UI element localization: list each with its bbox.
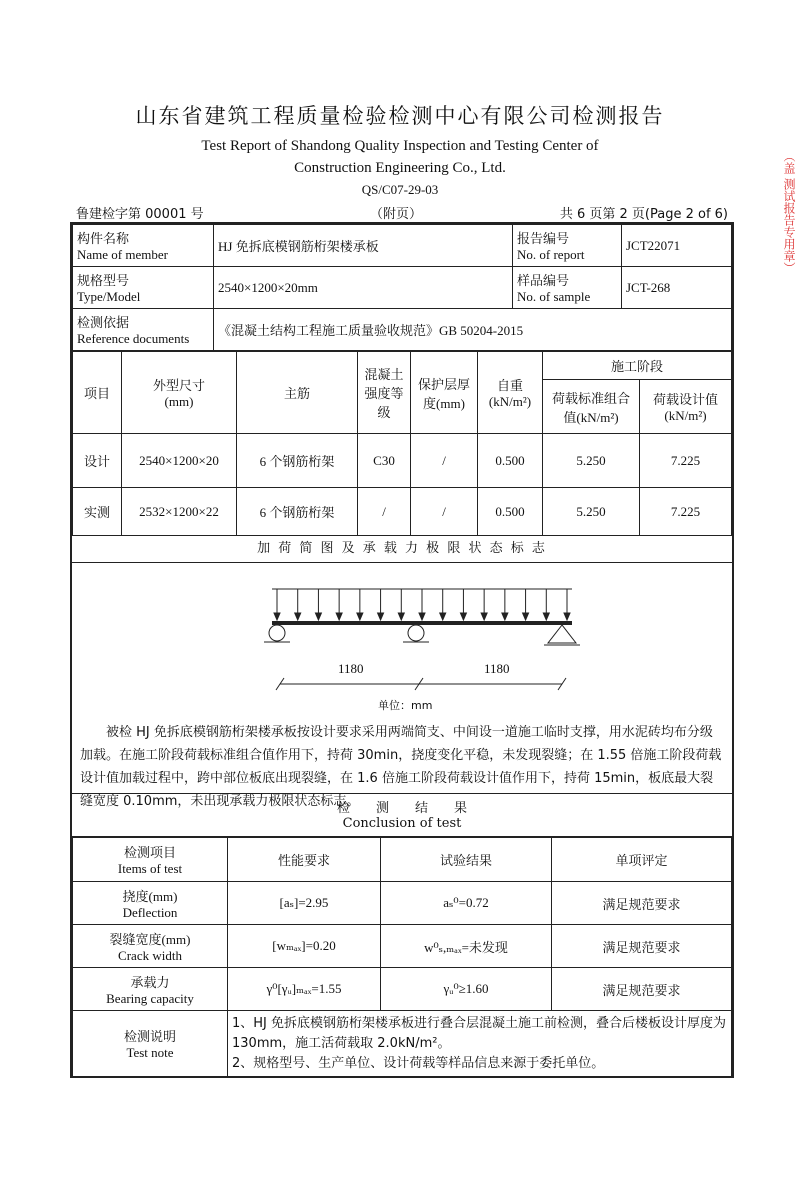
spec-cell: 5.250 [543, 434, 640, 488]
member-label-cn: 构件名称 [77, 231, 130, 246]
info-table [72, 224, 732, 351]
load-arrow-head [378, 613, 384, 620]
report-title-en-1: Test Report of Shandong Quality Inspection and Testing Center of [201, 138, 599, 154]
report-no-label [513, 225, 622, 267]
results-row-bearing [73, 968, 732, 1011]
member-label [73, 225, 214, 267]
unit-label: 单位：mm [378, 699, 433, 712]
load-arrow-head [502, 613, 508, 620]
spec-cell: C30 [358, 434, 411, 488]
spec-cell: 6 个钢筋桁架 [237, 434, 358, 488]
results-req: [wₘₐₓ]=0.20 [228, 925, 381, 968]
type-label-en: Type/Model [77, 289, 141, 304]
sample-label-en: No. of sample [517, 289, 591, 304]
spec-h-rebar: 主筋 [237, 352, 358, 434]
note-label-cn: 检测说明 [123, 1029, 176, 1044]
note-label-en: Test note [126, 1045, 174, 1060]
results-h-result: 试验结果 [381, 838, 552, 882]
results-h-eval: 单项评定 [552, 838, 732, 882]
member-label-en: Name of member [77, 247, 168, 262]
spec-cell: 5.250 [543, 488, 640, 536]
ref-label-cn: 检测依据 [77, 315, 130, 330]
spec-h-size: 外型尺寸 (mm) [122, 352, 237, 434]
beam [272, 621, 572, 625]
sample-label-cn: 样品编号 [517, 273, 570, 288]
annex-label: （附页） [370, 207, 423, 222]
load-arrow-head [543, 613, 549, 620]
results-item-cn: 挠度(mm) [122, 888, 178, 904]
results-h-item [73, 838, 228, 882]
pin-support-right [548, 625, 576, 643]
load-arrow-head [481, 613, 487, 620]
spec-row-design [73, 434, 732, 488]
ref-label-en: Reference documents [77, 331, 190, 346]
load-arrow-head [295, 613, 301, 620]
diagram-heading: 加 荷 简 图 及 承 载 力 极 限 状 态 标 志 [72, 536, 732, 563]
spec-cell: 设计 [73, 434, 122, 488]
spec-h-item: 项目 [73, 352, 122, 434]
load-arrow-head [419, 613, 425, 620]
spec-cell: 实测 [73, 488, 122, 536]
sample-value: JCT-268 [622, 267, 732, 309]
stamp-mark: （盖 测试报告专用章） [782, 150, 796, 274]
spec-cell: 7.225 [640, 488, 732, 536]
results-item [73, 882, 228, 925]
spec-cell: 7.225 [640, 434, 732, 488]
results-value: aₛ⁰=0.72 [381, 882, 552, 925]
results-table [72, 837, 732, 1077]
results-req: [aₛ]=2.95 [228, 882, 381, 925]
load-arrow-head [460, 613, 466, 620]
spec-row-measured [73, 488, 732, 536]
report-title-cn: 山东省建筑工程质量检验检测中心有限公司检测报告 [135, 104, 665, 128]
report-frame [70, 222, 734, 1078]
loading-diagram [72, 571, 732, 701]
span-1-label: 1180 [338, 661, 364, 676]
doc-code: QS/C07-29-03 [361, 182, 439, 197]
report-no-label-en: No. of report [517, 247, 585, 262]
spec-h-std: 荷载标准组合值(kN/m²) [543, 380, 640, 434]
note-label [73, 1011, 228, 1077]
member-value: HJ 免拆底模钢筋桁架楼承板 [214, 225, 513, 267]
spec-cell: 0.500 [478, 488, 543, 536]
load-arrow-head [336, 613, 342, 620]
roller-support-middle [408, 625, 424, 641]
type-label-cn: 规格型号 [77, 273, 130, 288]
load-arrow-head [440, 613, 446, 620]
results-title-en: Conclusion of test [342, 816, 462, 831]
page-info: 共 6 页第 2 页(Page 2 of 6) [559, 207, 728, 222]
roller-support-left [269, 625, 285, 641]
report-number: 鲁建检字第 00001 号 [76, 207, 204, 222]
spec-cell: 2532×1200×22 [122, 488, 237, 536]
load-arrow-head [523, 613, 529, 620]
sample-label [513, 267, 622, 309]
results-item-cn: 裂缝宽度(mm) [109, 931, 191, 947]
ref-value: 《混凝土结构工程施工质量验收规范》GB 50204-2015 [214, 309, 732, 351]
spec-cell: / [411, 488, 478, 536]
spec-h-stage: 施工阶段 [543, 352, 732, 380]
spec-h-grade: 混凝土强度等级 [358, 352, 411, 434]
results-item [73, 925, 228, 968]
load-arrow-head [357, 613, 363, 620]
results-item-cn: 承载力 [130, 974, 170, 990]
spec-cell: 0.500 [478, 434, 543, 488]
results-value: γᵤ⁰≥1.60 [381, 968, 552, 1011]
test-description: 被检 HJ 免拆底模钢筋桁架楼承板按设计要求采用两端简支、中间设一道施工临时支撑，用水泥砖均布分级加载。在施工阶段荷载标准组合值作用下，持荷 30min，挠度变化平稳，未发现裂缝；在 1.55 倍施工阶段荷载设计值加载过程中，跨中部位板底出现裂缝，在 1.6 倍施工阶段荷载设计值作用下，持荷 15min，板底最大裂缝宽度 0.10mm，未出现承载力极限状态标志。 [80, 725, 722, 809]
load-arrows [272, 589, 572, 620]
spec-cell: / [358, 488, 411, 536]
load-arrow-head [564, 613, 570, 620]
results-item-en: Deflection [122, 904, 178, 920]
results-h-item-en: Items of test [117, 861, 183, 876]
results-title-cn: 检 测 结 果 [336, 801, 467, 816]
results-item [73, 968, 228, 1011]
results-row-deflection [73, 882, 732, 925]
load-arrow-head [398, 613, 404, 620]
report-title-en-2: Construction Engineering Co., Ltd. [294, 160, 506, 176]
spec-h-design: 荷载设计值 (kN/m²) [640, 380, 732, 434]
note-content [228, 1011, 732, 1077]
spec-table [72, 351, 732, 536]
results-h-item-cn: 检测项目 [123, 845, 176, 860]
note-line-2: 2、规格型号、生产单位、设计荷载等样品信息来源于委托单位。 [232, 1055, 605, 1071]
load-arrow-head [274, 613, 280, 620]
results-req: γ⁰[γᵤ]ₘₐₓ=1.55 [228, 968, 381, 1011]
note-line-1: 1、HJ 免拆底模钢筋桁架楼承板进行叠合层混凝土施工前检测，叠合后楼板设计厚度为 130mm，施工活荷载取 2.0kN/m²。 [232, 1015, 727, 1051]
spec-cell: 2540×1200×20 [122, 434, 237, 488]
results-eval: 满足规范要求 [552, 882, 732, 925]
results-eval: 满足规范要求 [552, 968, 732, 1011]
results-value: w⁰ₛ,ₘₐₓ=未发现 [381, 925, 552, 968]
report-no-value: JCT22071 [622, 225, 732, 267]
results-item-en: Crack width [118, 947, 182, 963]
results-h-req: 性能要求 [228, 838, 381, 882]
type-value: 2540×1200×20mm [214, 267, 513, 309]
report-no-label-cn: 报告编号 [517, 231, 570, 246]
ref-label [73, 309, 214, 351]
spec-cell: 6 个钢筋桁架 [237, 488, 358, 536]
spec-h-weight: 自重 (kN/m²) [478, 352, 543, 434]
note-row [73, 1011, 732, 1077]
results-item-en: Bearing capacity [106, 990, 194, 1006]
results-eval: 满足规范要求 [552, 925, 732, 968]
span-2-label: 1180 [484, 661, 510, 676]
load-arrow-head [315, 613, 321, 620]
spec-h-cover: 保护层厚度(mm) [411, 352, 478, 434]
type-label [73, 267, 214, 309]
spec-cell: / [411, 434, 478, 488]
results-row-crack [73, 925, 732, 968]
